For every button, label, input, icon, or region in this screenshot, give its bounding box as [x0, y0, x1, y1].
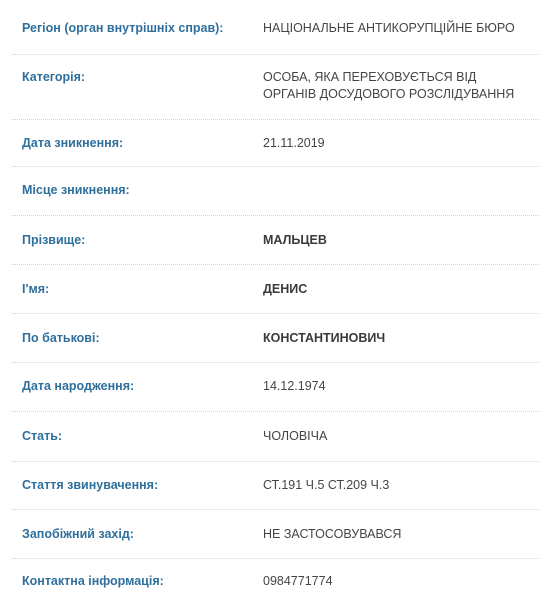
field-label-region: Регіон (орган внутрішніх справ): — [22, 21, 224, 35]
field-label-first-name: І'мя: — [22, 282, 50, 296]
field-value-surname: МАЛЬЦЕВ — [263, 233, 327, 247]
field-label-sex: Стать: — [22, 429, 63, 443]
field-value-first-name: ДЕНИС — [263, 282, 308, 296]
field-label-patronymic: По батькові: — [22, 331, 100, 345]
field-label-disappearance-place: Місце зникнення: — [22, 183, 130, 197]
field-value-birth-date: 14.12.1974 — [263, 379, 326, 393]
row-divider — [12, 119, 540, 120]
field-value-patronymic: КОНСТАНТИНОВИЧ — [263, 331, 386, 345]
field-label-contact-info: Контактна інформація: — [22, 574, 164, 588]
field-value-preventive-measure: НЕ ЗАСТОСОВУВАВСЯ — [263, 527, 402, 541]
field-label-preventive-measure: Запобіжний захід: — [22, 527, 134, 541]
field-label-charge-article: Стаття звинувачення: — [22, 478, 159, 492]
field-value-disappearance-date: 21.11.2019 — [263, 136, 325, 150]
field-value-contact-info: 0984771774 — [263, 574, 333, 588]
field-label-disappearance-date: Дата зникнення: — [22, 136, 124, 150]
row-divider — [12, 54, 540, 55]
row-divider — [12, 461, 540, 462]
row-divider — [12, 509, 540, 510]
row-divider — [12, 264, 540, 265]
row-divider — [12, 411, 540, 412]
row-divider — [12, 362, 540, 363]
field-label-surname: Прізвище: — [22, 233, 86, 247]
field-value-region: НАЦІОНАЛЬНЕ АНТИКОРУПЦІЙНЕ БЮРО — [263, 21, 515, 35]
field-value-sex: ЧОЛОВІЧА — [263, 429, 328, 443]
field-value-charge-article: СТ.191 Ч.5 СТ.209 Ч.3 — [263, 478, 390, 492]
row-divider — [12, 215, 540, 216]
row-divider — [12, 166, 540, 167]
row-divider — [12, 313, 540, 314]
field-label-category: Категорія: — [22, 70, 86, 84]
row-divider — [12, 558, 540, 559]
field-value-category: ОСОБА, ЯКА ПЕРЕХОВУЄТЬСЯ ВІД ОРГАНІВ ДОСУДОВОГО РОЗСЛІДУВАННЯ — [263, 70, 515, 101]
field-label-birth-date: Дата народження: — [22, 379, 135, 393]
